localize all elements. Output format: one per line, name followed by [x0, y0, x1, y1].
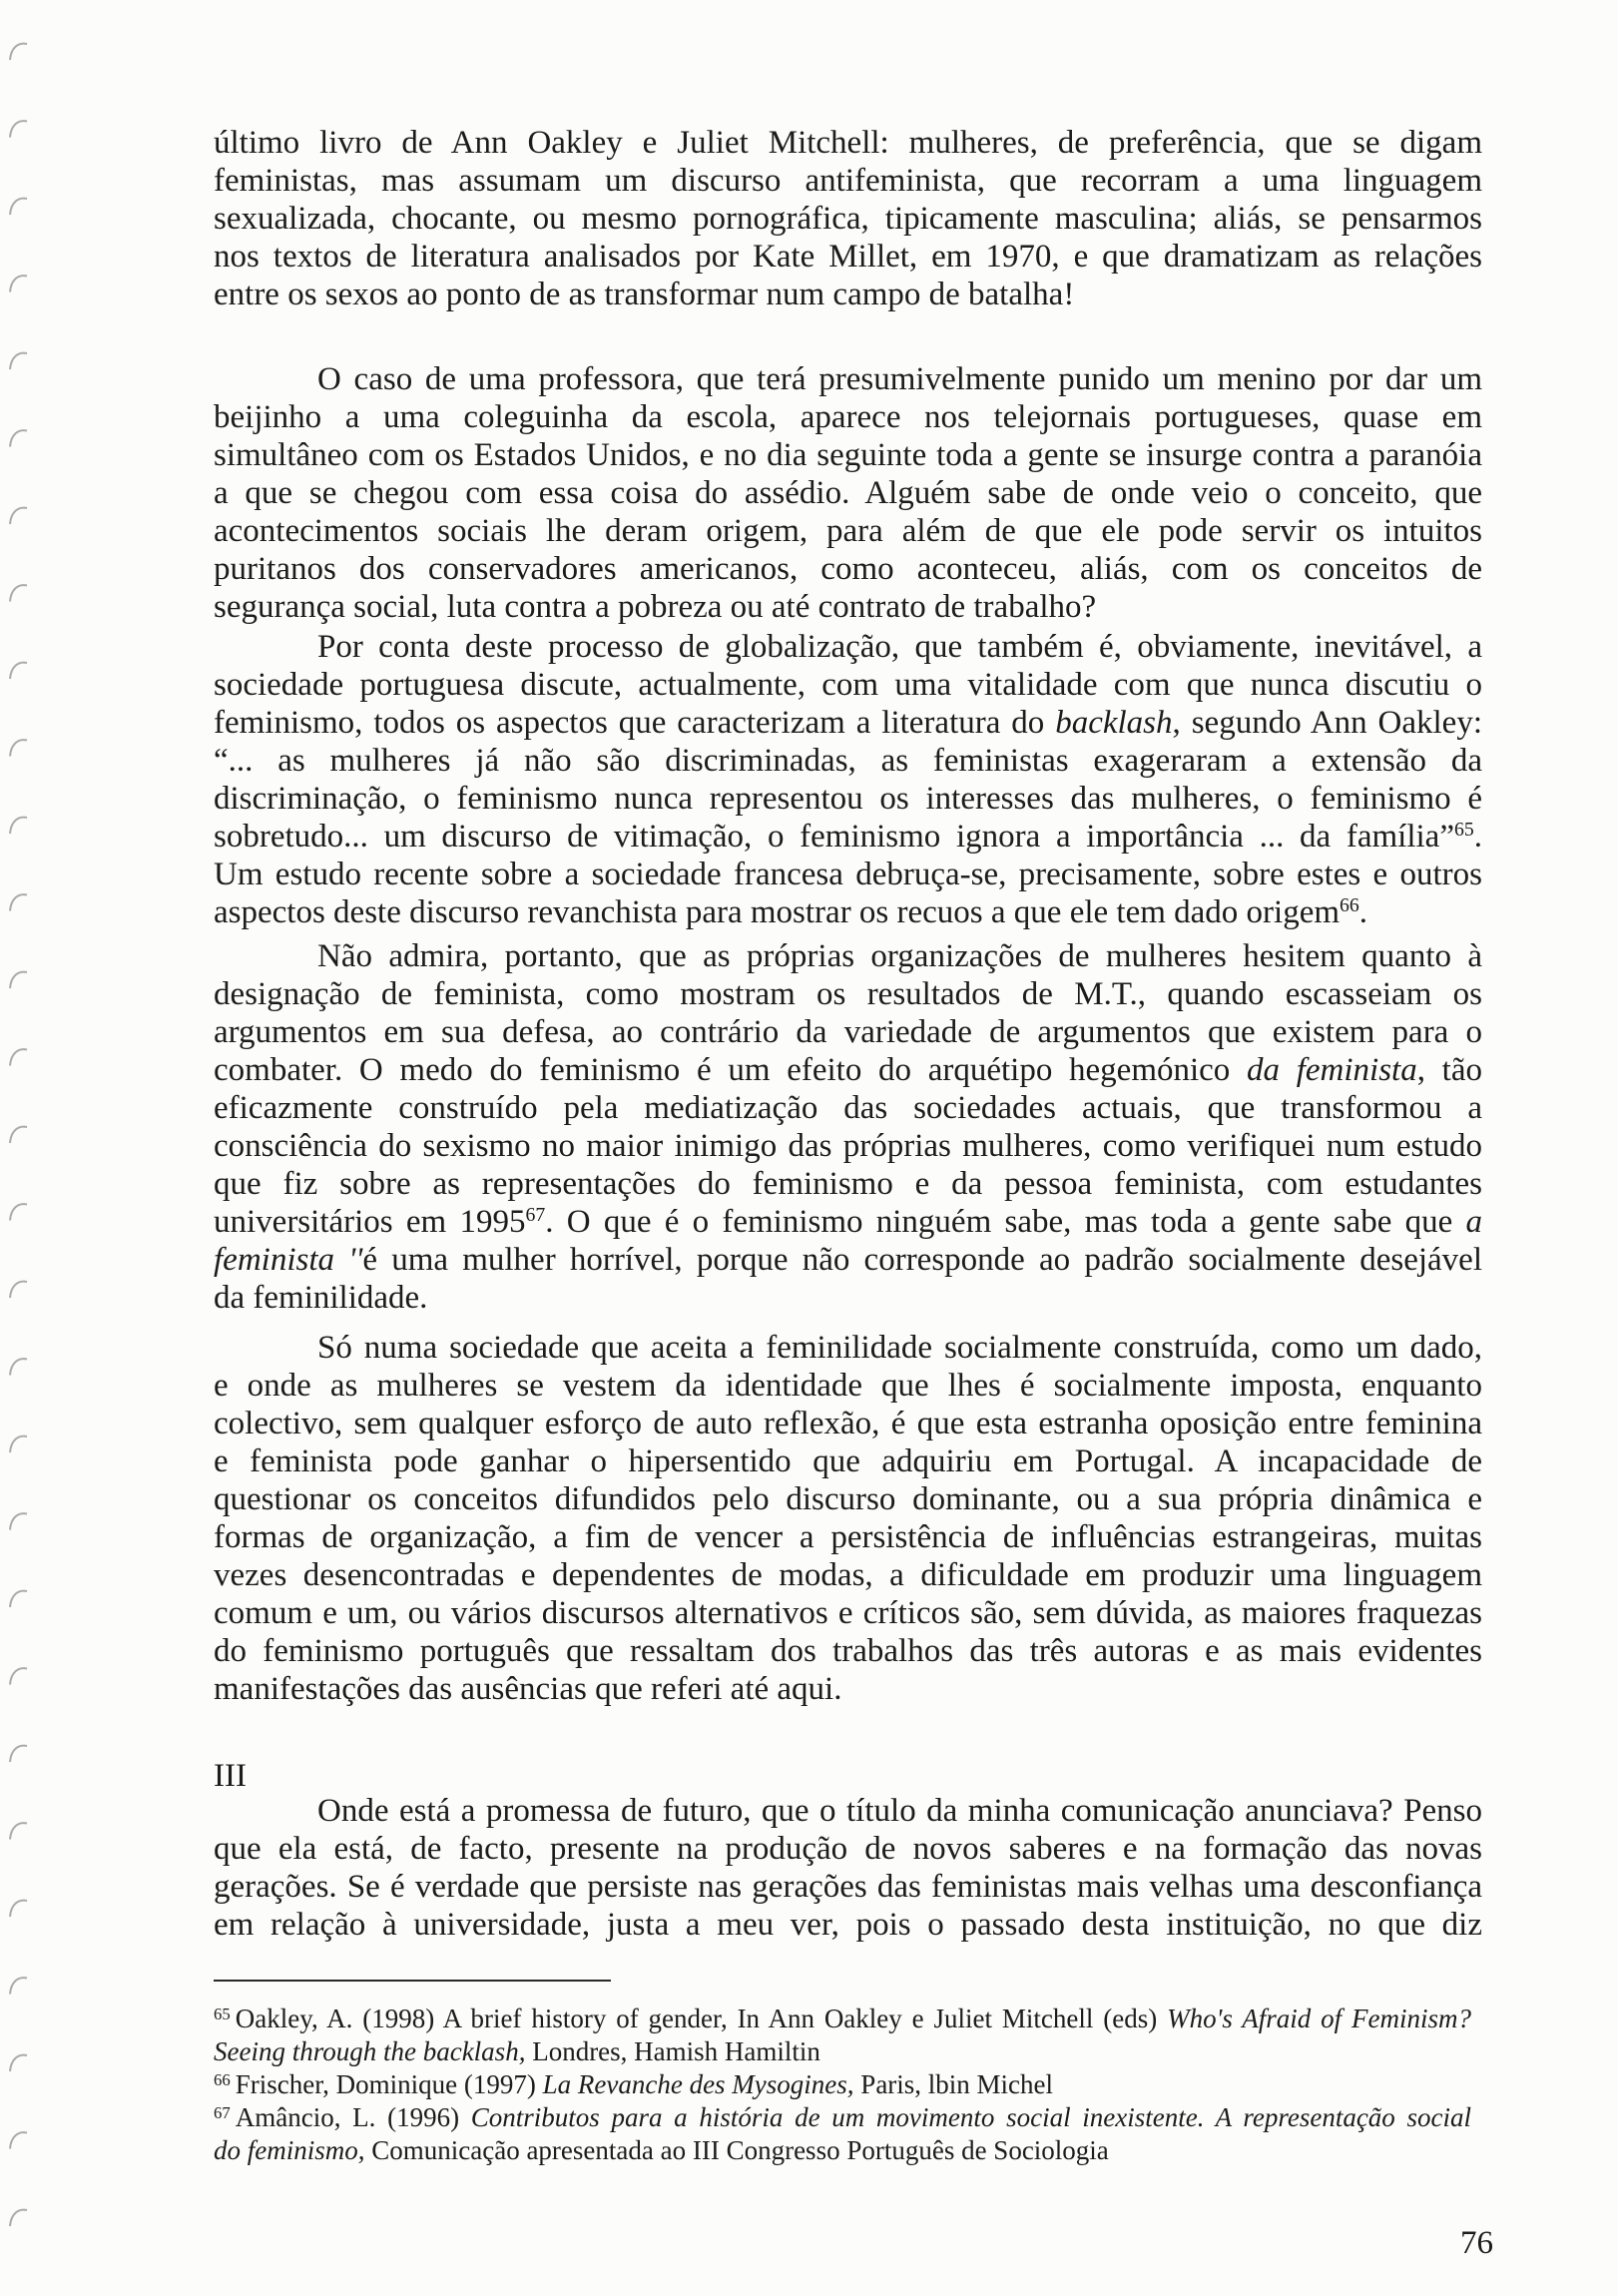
binding-hole-mark: [10, 1204, 27, 1220]
footnote: [214, 2101, 1471, 2167]
body-text-line: nos textos de literatura analisados por Kate Millet, em 1970, e que dramatizam as relações: [214, 239, 1482, 275]
text-run: é uma mulher horrível, porque não corresponde ao padrão socialmente desejável: [362, 1242, 1482, 1278]
footnote-text-line: [214, 2003, 1471, 2035]
binding-hole-mark: [10, 44, 27, 60]
body-text-line: formas de organização, a fim de vencer a persistência de influências estrangeiras, muitas: [214, 1519, 1482, 1555]
binding-hole-mark: [10, 818, 27, 834]
body-text-line: e onde as mulheres se vestem da identidade que lhes é socialmente imposta, enquanto: [214, 1368, 1482, 1404]
body-text-line: beijinho a uma coleguinha da escola, aparece nos telejornais portugueses, quase em: [214, 399, 1482, 435]
body-text-line: questionar os conceitos difundidos pelo discurso dominante, ou a sua própria dinâmica e: [214, 1481, 1482, 1517]
body-text-line: eficazmente construído pela mediatização das sociedades actuais, que transformou a: [214, 1090, 1482, 1126]
binding-hole-mark: [10, 2132, 27, 2148]
binding-hole-mark: [10, 1823, 27, 1839]
footnote-reference: 66: [1340, 894, 1359, 917]
binding-hole-mark: [10, 121, 27, 137]
text-run: Amâncio, L. (1996): [235, 2102, 471, 2132]
italic-text: feminista '': [214, 1242, 363, 1278]
body-text-line: Não admira, portanto, que as próprias organizações de mulheres hesitem quanto à: [317, 938, 1482, 974]
footnotes: [214, 2003, 1471, 2167]
binding-hole-mark: [10, 1591, 27, 1607]
text-run: sobretudo... um discurso de vitimação, o feminismo ignora a importância ... da família”: [214, 819, 1454, 855]
binding-hole-mark: [10, 1978, 27, 1994]
body-text-line: [214, 1241, 1482, 1279]
page-number: 76: [1460, 2225, 1493, 2261]
footnote-text-line: [214, 2101, 1471, 2134]
paragraph: [214, 1329, 1482, 1708]
italic-text: da feminista: [1247, 1052, 1417, 1088]
text-run: Comunicação apresentada ao III Congresso Português de Sociologia: [364, 2135, 1109, 2165]
footnote: [214, 2003, 1471, 2068]
binding-hole-mark: [10, 2210, 27, 2226]
footnote-number: 65: [214, 2004, 231, 2023]
italic-text: Seeing through the backlash,: [214, 2036, 526, 2066]
footnote-number: 67: [214, 2102, 231, 2122]
binding-hole-mark: [10, 663, 27, 679]
binding-hole-mark: [10, 199, 27, 215]
body-text-line: entre os sexos ao ponto de as transformar num campo de batalha!: [214, 277, 1075, 312]
body-text-line: Por conta deste processo de globalização, que também é, obviamente, inevitável, a: [317, 629, 1482, 665]
body-text-line: Onde está a promessa de futuro, que o título da minha comunicação anunciava? Penso: [317, 1793, 1482, 1829]
body-text-line: sexualizada, chocante, ou mesmo pornográfica, tipicamente masculina; aliás, se pensarmos: [214, 201, 1482, 237]
body-text-line: [214, 818, 1482, 856]
body-text-line: [214, 893, 1482, 931]
section-heading: III: [214, 1758, 247, 1794]
binding-hole-mark: [10, 894, 27, 910]
body-text-line: colectivo, sem qualquer esforço de auto reflexão, é que esta estranha oposição entre feminina: [214, 1406, 1482, 1441]
text-run: . O que é o feminismo ninguém sabe, mas toda a gente sabe que: [545, 1204, 1466, 1240]
italic-text: backlash: [1055, 705, 1173, 741]
italic-text: do feminismo,: [214, 2135, 365, 2165]
paragraph: [214, 937, 1482, 1317]
footnote: [214, 2068, 1471, 2101]
binding-hole-mark: [10, 1282, 27, 1298]
body-text-line: e feminista pode ganhar o hipersentido que adquiriu em Portugal. A incapacidade de: [214, 1443, 1482, 1479]
text-run: aspectos deste discurso revanchista para mostrar os recuos a que ele tem dado origem: [214, 894, 1341, 930]
binding-hole-mark: [10, 1359, 27, 1375]
text-run: , segundo Ann Oakley:: [1172, 705, 1482, 741]
body-text-line: da feminilidade.: [214, 1280, 428, 1316]
footnote-text-line: [214, 2035, 1471, 2068]
footnote-reference: 67: [525, 1204, 546, 1227]
body-text-line: designação de feminista, como mostram os resultados de M.T., quando escasseiam os: [214, 976, 1482, 1012]
binding-hole-mark: [10, 276, 27, 291]
italic-text: Contributos para a história de um movimento social inexistente. A representação social: [470, 2102, 1471, 2132]
paragraph: [214, 360, 1482, 626]
text-run: combater. O medo do feminismo é um efeito do arquétipo hegemónico: [214, 1052, 1248, 1088]
paragraph-continued: [214, 124, 1482, 313]
footnote-reference: 65: [1453, 819, 1474, 842]
paragraph: [214, 628, 1482, 931]
body-text-line: comum e um, ou vários discursos alternativos e críticos são, sem dúvida, as maiores fraquezas: [214, 1595, 1482, 1631]
binding-hole-mark: [10, 1436, 27, 1452]
text-run: Londres, Hamish Hamiltin: [525, 2036, 820, 2066]
binding-hole-mark: [10, 1049, 27, 1065]
text-run: Frischer, Dominique (1997): [235, 2069, 543, 2099]
footnote-text-line: [214, 2068, 1471, 2101]
body-text-line: gerações. Se é verdade que persiste nas gerações das feministas mais velhas uma desconfiança: [214, 1869, 1482, 1905]
text-run: universitários em 1995: [214, 1204, 526, 1240]
binding-hole-mark: [10, 972, 27, 988]
body-text-line: [214, 1203, 1482, 1241]
body-text-line: Só numa sociedade que aceita a feminilidade socialmente construída, como um dado,: [317, 1330, 1482, 1366]
body-text-line: em relação à universidade, justa a meu ver, pois o passado desta instituição, no que diz: [214, 1907, 1482, 1943]
binding-hole-mark: [10, 740, 27, 756]
binding-hole-mark: [10, 1513, 27, 1529]
body-text-line: segurança social, luta contra a pobreza ou até contrato de trabalho?: [214, 589, 1097, 625]
body-text-line: manifestações das ausências que referi até aqui.: [214, 1671, 842, 1707]
binding-hole-mark: [10, 1668, 27, 1684]
body-text-line: O caso de uma professora, que terá presumivelmente punido um menino por dar um: [317, 361, 1482, 397]
body-text-line: [214, 704, 1482, 742]
text-run: .: [1473, 819, 1482, 855]
italic-text: La Revanche des Mysogines,: [542, 2069, 854, 2099]
binding-hole-mark: [10, 1127, 27, 1143]
footnote-separator: [214, 1980, 611, 1982]
body-text-line: que fiz sobre as representações do feminismo e da pessoa feminista, com estudantes: [214, 1166, 1482, 1202]
italic-text: Who's Afraid of Feminism?: [1167, 2004, 1471, 2033]
italic-text: a: [1465, 1204, 1482, 1240]
body-text-line: feministas, mas assumam um discurso antifeminista, que recorram a uma linguagem: [214, 163, 1482, 199]
body-text-line: do feminismo português que ressaltam dos trabalhos das três autoras e as mais evidentes: [214, 1633, 1482, 1669]
binding-hole-mark: [10, 2055, 27, 2071]
body-text-line: discriminação, o feminismo nunca representou os interesses das mulheres, o feminismo é: [214, 781, 1482, 817]
body-text-line: “... as mulheres já não são discriminadas, as feministas exageraram a extensão da: [214, 743, 1482, 779]
footnote-number: 66: [214, 2069, 231, 2089]
body-text-line: argumentos em sua defesa, ao contrário da variedade de argumentos que existem para o: [214, 1014, 1482, 1050]
body-text-line: Um estudo recente sobre a sociedade francesa debruça-se, precisamente, sobre estes e outros: [214, 857, 1482, 892]
body-text-line: vezes desencontradas e dependentes de modas, a dificuldade em produzir uma linguagem: [214, 1557, 1482, 1593]
binding-hole-mark: [10, 508, 27, 524]
text-run: , tão: [1416, 1052, 1482, 1088]
body-text-line: sociedade portuguesa discute, actualmente, com uma vitalidade com que nunca discutiu o: [214, 667, 1482, 703]
body-text-line: último livro de Ann Oakley e Juliet Mitchell: mulheres, de preferência, que se digam: [214, 125, 1482, 161]
binding-hole-mark: [10, 1746, 27, 1762]
body-text-line: [214, 1051, 1482, 1089]
body-text-line: puritanos dos conservadores americanos, como aconteceu, aliás, com os conceitos de: [214, 551, 1482, 587]
binding-hole-mark: [10, 430, 27, 446]
body-text-line: simultâneo com os Estados Unidos, e no dia seguinte toda a gente se insurge contra a paranóia: [214, 437, 1482, 473]
text-run: Oakley, A. (1998) A brief history of gender, In Ann Oakley e Juliet Mitchell (eds): [235, 2004, 1168, 2033]
binding-hole-mark: [10, 585, 27, 601]
binding-hole-mark: [10, 353, 27, 369]
binding-hole-mark: [10, 1901, 27, 1917]
body-text-line: a que se chegou com essa coisa do assédio. Alguém sabe de onde veio o conceito, que: [214, 475, 1482, 511]
paragraph: [214, 1792, 1482, 1944]
body-text-line: que ela está, de facto, presente na produção de novos saberes e na formação das novas: [214, 1831, 1482, 1867]
spiral-binding-marks: [0, 0, 40, 2296]
body-text-line: acontecimentos sociais lhe deram origem, para além de que ele pode servir os intuitos: [214, 513, 1482, 549]
text-run: Paris, lbin Michel: [853, 2069, 1054, 2099]
text-run: feminismo, todos os aspectos que caracterizam a literatura do: [214, 705, 1056, 741]
footnote-text-line: [214, 2134, 1471, 2167]
body-text-line: consciência do sexismo no maior inimigo das próprias mulheres, como verifiquei num estudo: [214, 1128, 1482, 1164]
text-run: .: [1358, 894, 1368, 930]
